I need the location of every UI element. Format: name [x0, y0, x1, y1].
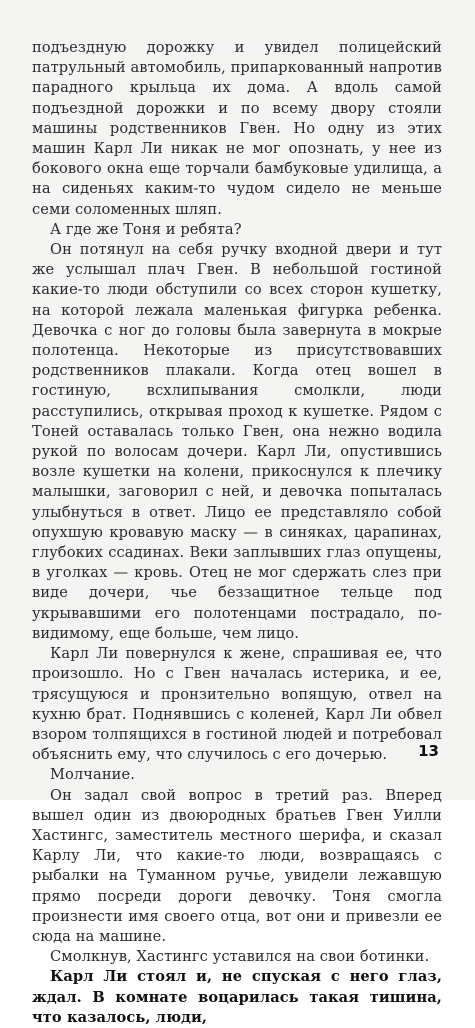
- page-number: 13: [418, 742, 439, 760]
- paragraph: Он задал свой вопрос в третий раз. Вперед вышел один из двоюродных братьев Гвен Уилли Хастингс, заместитель местного шерифа, и сказал Карлу Ли, что какие-то люди, возвращаясь с рыбалки на Туманном ручье, увидели лежавшую прямо посреди дороги девочку. Тоня смогла произнести имя своего отца, вот они и привезли ее сюда на машине.: [32, 786, 442, 945]
- paragraph: Смолкнув, Хастингс уставился на свои ботинки.: [50, 948, 430, 966]
- page-text: [32, 38, 442, 1028]
- paragraph: подъездную дорожку и увидел полицейский патрульный автомобиль, припаркованный напротив парадного крыльца их дома. А вдоль самой подъездной дорожки и по всему двору стояли машины родственников Гвен. Но одну из этих машин Карл Ли никак не мог опознать, у нее из бокового окна еще торчали бамбуковые удилища, а на сиденьях каким-то чудом сидело не меньше семи соломенных шляп.: [32, 39, 442, 218]
- paragraph: Карл Ли повернулся к жене, спрашивая ее, что произошло. Но с Гвен началась истерика, и ее, трясущуюся и пронзительно вопящую, отвел на кухню брат. Поднявшись с коленей, Карл Ли обвел взором толпящихся в гостиной людей и потребовал объяснить ему, что случилось с его дочерью.: [32, 645, 442, 764]
- paragraph: Карл Ли стоял и, не спуская с него глаз, ждал. В комнате воцарилась такая тишина, что казалось, люди,: [32, 968, 442, 1026]
- paragraph: А где же Тоня и ребята?: [50, 220, 242, 238]
- paragraph: Молчание.: [50, 766, 135, 784]
- paragraph: Он потянул на себя ручку входной двери и тут же услышал плач Гвен. В небольшой гостиной какие-то люди обступили со всех сторон кушетку, на которой лежала маленькая фигурка ребенка. Девочка с ног до головы была завернута в мокрые полотенца. Некоторые из присутствовавших родственников плакали. Когда отец вошел в гостиную, всхлипывания смолкли, люди расступились, открывая проход к кушетке. Рядом с Тоней оставалась только Гвен, она нежно водила рукой по волосам дочери. Карл Ли, опустившись возле кушетки на колени, прикоснулся к плечику малышки, заговорил с ней, и девочка попыталась улыбнуться в ответ. Лицо ее представляло собой опухшую кровавую маску — в синяках, царапинах, глубоких ссадинах. Веки заплывших глаз опущены, в уголках — кровь. Отец не мог сдержать слез при виде дочери, чье беззащитное тельце под укрывавшими его полотенцами пострадало, по-видимому, еще больше, чем лицо.: [32, 241, 442, 642]
